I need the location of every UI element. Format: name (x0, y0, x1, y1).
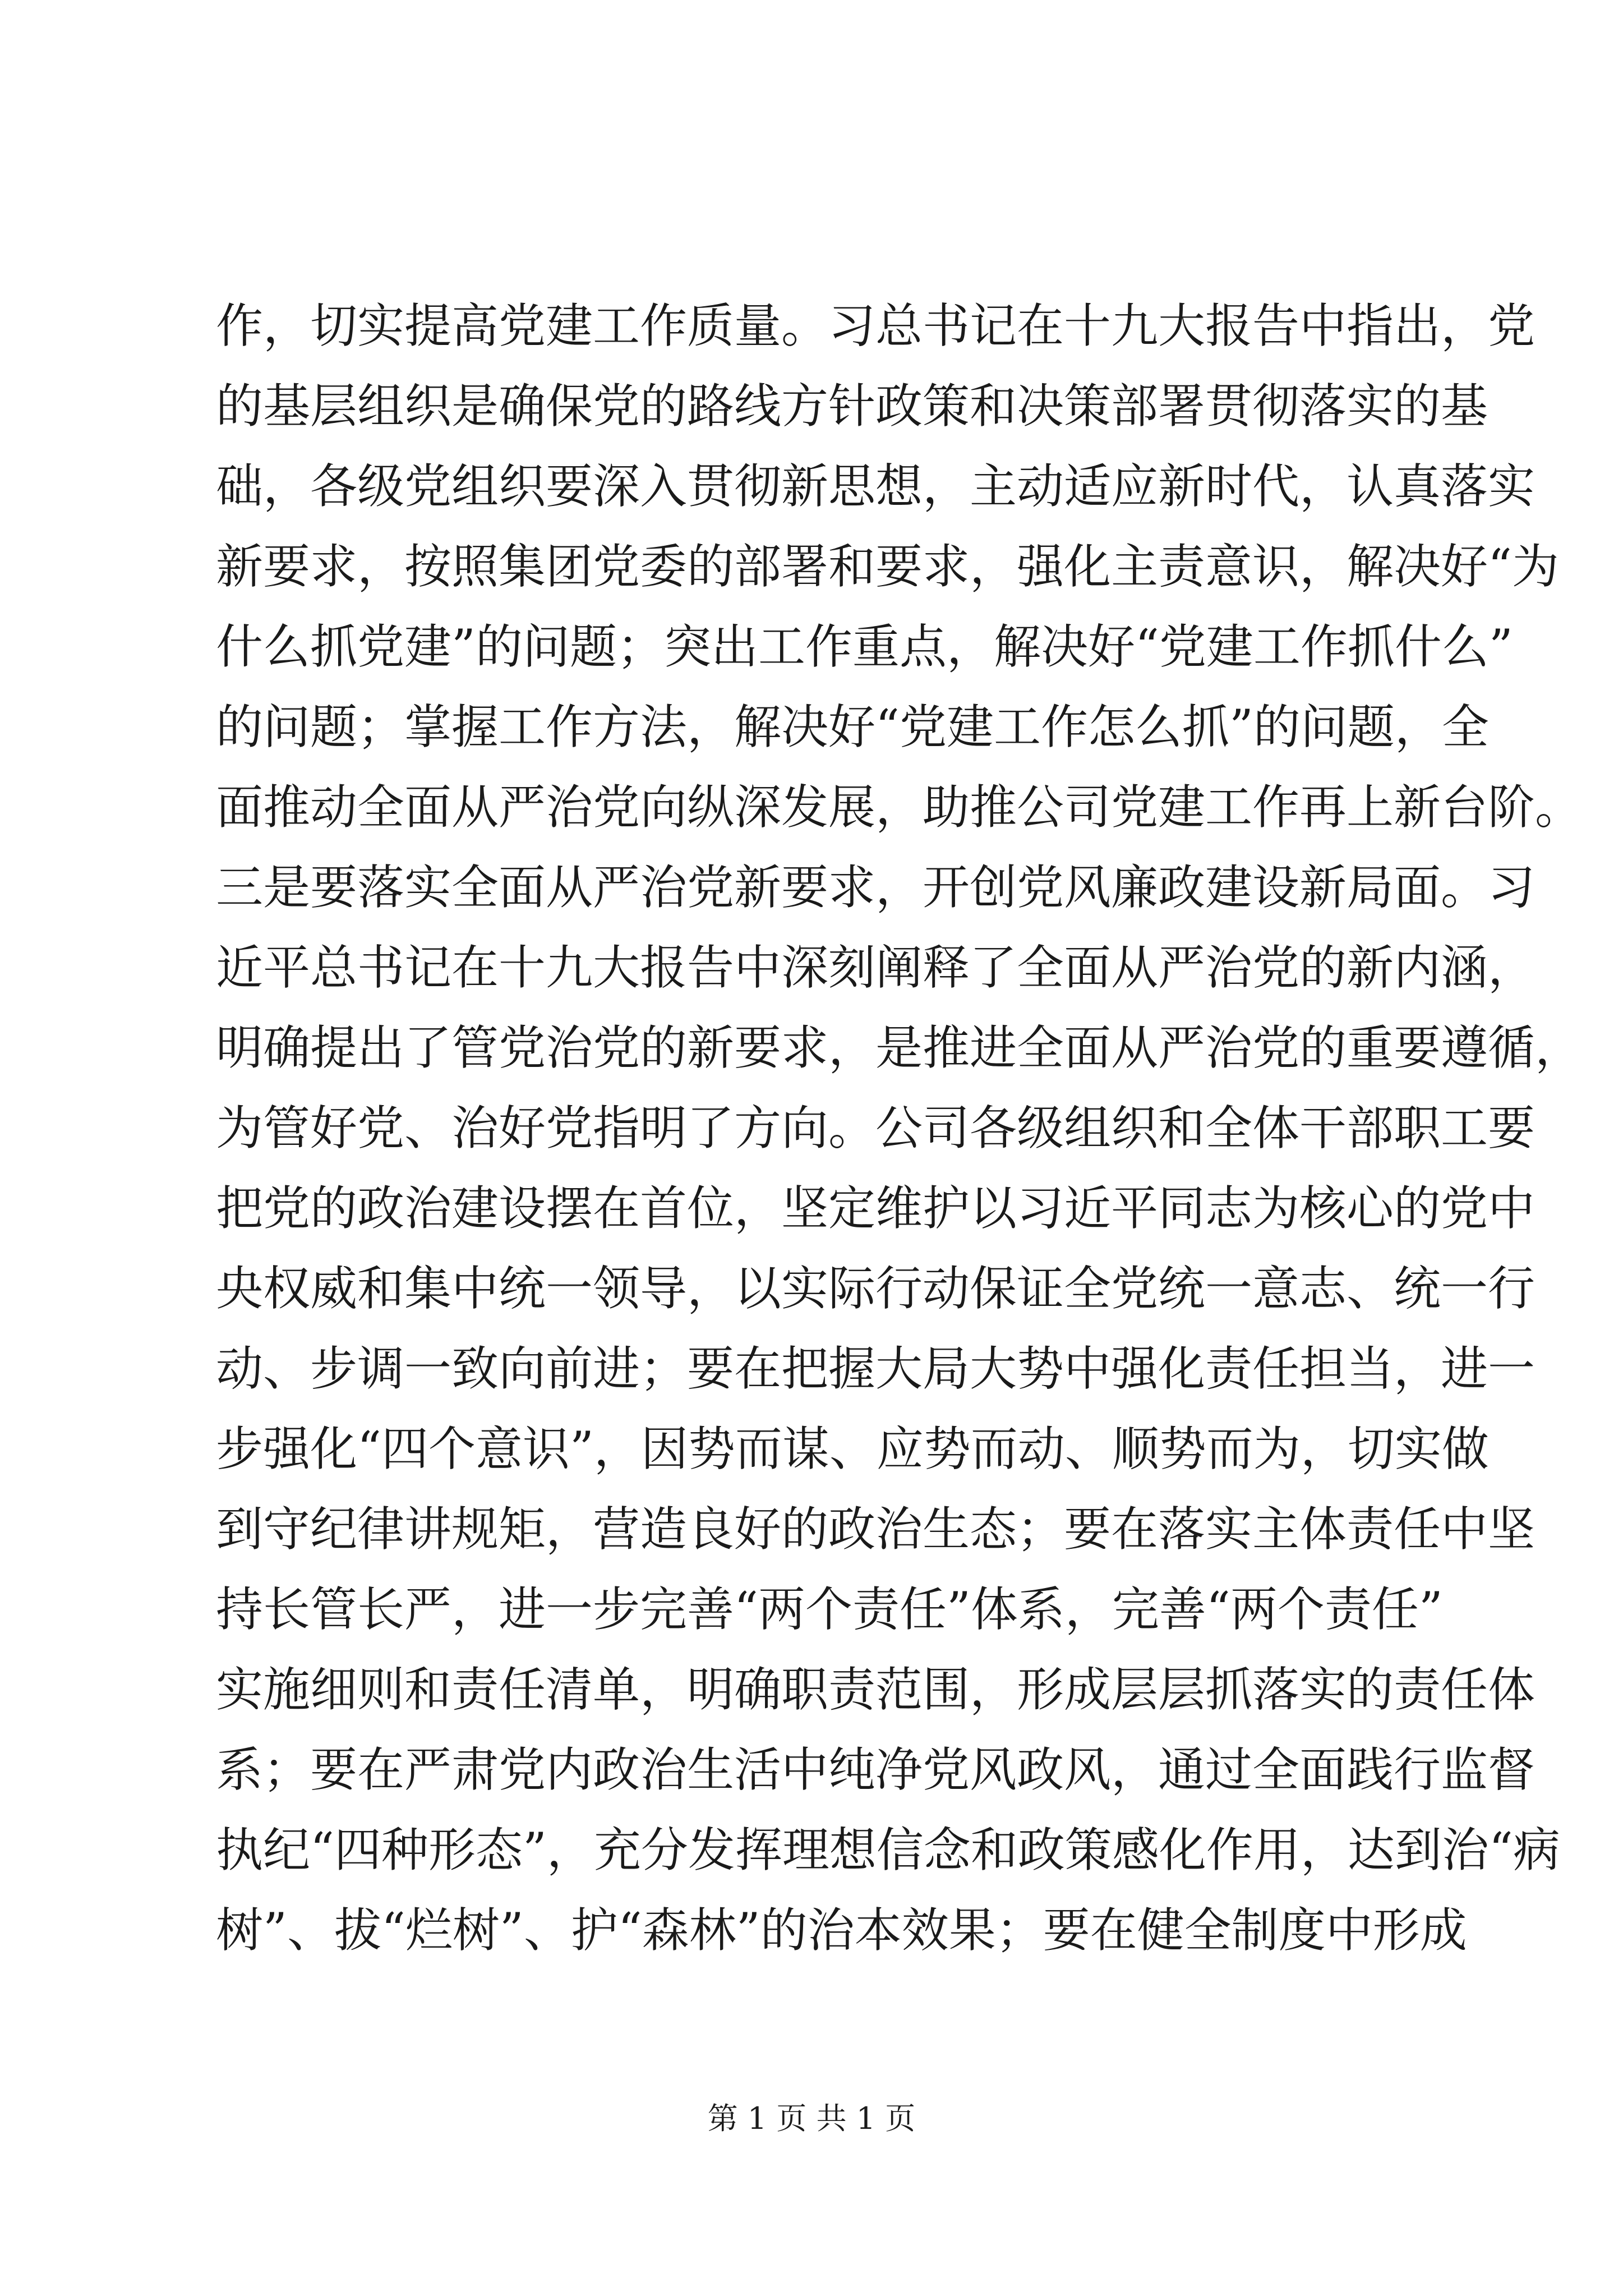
text-line: 为管好党、治好党指明了方向。公司各级组织和全体干部职工要 (216, 1101, 1536, 1156)
text-line: 系；要在严肃党内政治生活中纯净党风政风，通过全面践行监督 (216, 1742, 1536, 1797)
text-line: 持长管长严，进一步完善“两个责任”体系，完善“两个责任” (216, 1582, 1443, 1637)
text-line: 面推动全面从严治党向纵深发展，助推公司党建工作再上新台阶。 (216, 780, 1583, 835)
text-line: 近平总书记在十九大报告中深刻阐释了全面从严治党的新内涵， (216, 940, 1536, 995)
text-line: 三是要落实全面从严治党新要求，开创党风廉政建设新局面。习 (216, 860, 1536, 915)
text-line: 明确提出了管党治党的新要求，是推进全面从严治党的重要遵循， (216, 1020, 1583, 1075)
text-line: 央权威和集中统一领导，以实际行动保证全党统一意志、统一行 (216, 1261, 1536, 1316)
text-line: 的基层组织是确保党的路线方针政策和决策部署贯彻落实的基 (216, 379, 1488, 434)
text-line: 树”、拔“烂树”、护“森林”的治本效果；要在健全制度中形成 (216, 1903, 1467, 1958)
text-line: 步强化“四个意识”，因势而谋、应势而动、顺势而为，切实做 (216, 1421, 1489, 1476)
text-line: 到守纪律讲规矩，营造良好的政治生态；要在落实主体责任中坚 (216, 1502, 1536, 1557)
text-line: 把党的政治建设摆在首位，坚定维护以习近平同志为核心的党中 (216, 1181, 1536, 1236)
page-footer: 第 1 页 共 1 页 (707, 2101, 916, 2136)
text-line: 础，各级党组织要深入贯彻新思想，主动适应新时代，认真落实 (216, 459, 1536, 514)
text-line: 新要求，按照集团党委的部署和要求，强化主责意识，解决好“为 (216, 539, 1559, 594)
text-line: 实施细则和责任清单，明确职责范围，形成层层抓落实的责任体 (216, 1662, 1536, 1717)
text-line: 作，切实提高党建工作质量。习总书记在十九大报告中指出，党 (216, 298, 1536, 353)
text-line: 的问题；掌握工作方法，解决好“党建工作怎么抓”的问题，全 (216, 700, 1489, 754)
text-line: 什么抓党建”的问题；突出工作重点，解决好“党建工作抓什么” (216, 619, 1513, 674)
body-text (216, 286, 1583, 1971)
text-line: 执纪“四种形态”，充分发挥理想信念和政策感化作用，达到治“病 (216, 1823, 1560, 1878)
text-line: 动、步调一致向前进；要在把握大局大势中强化责任担当，进一 (216, 1341, 1536, 1396)
